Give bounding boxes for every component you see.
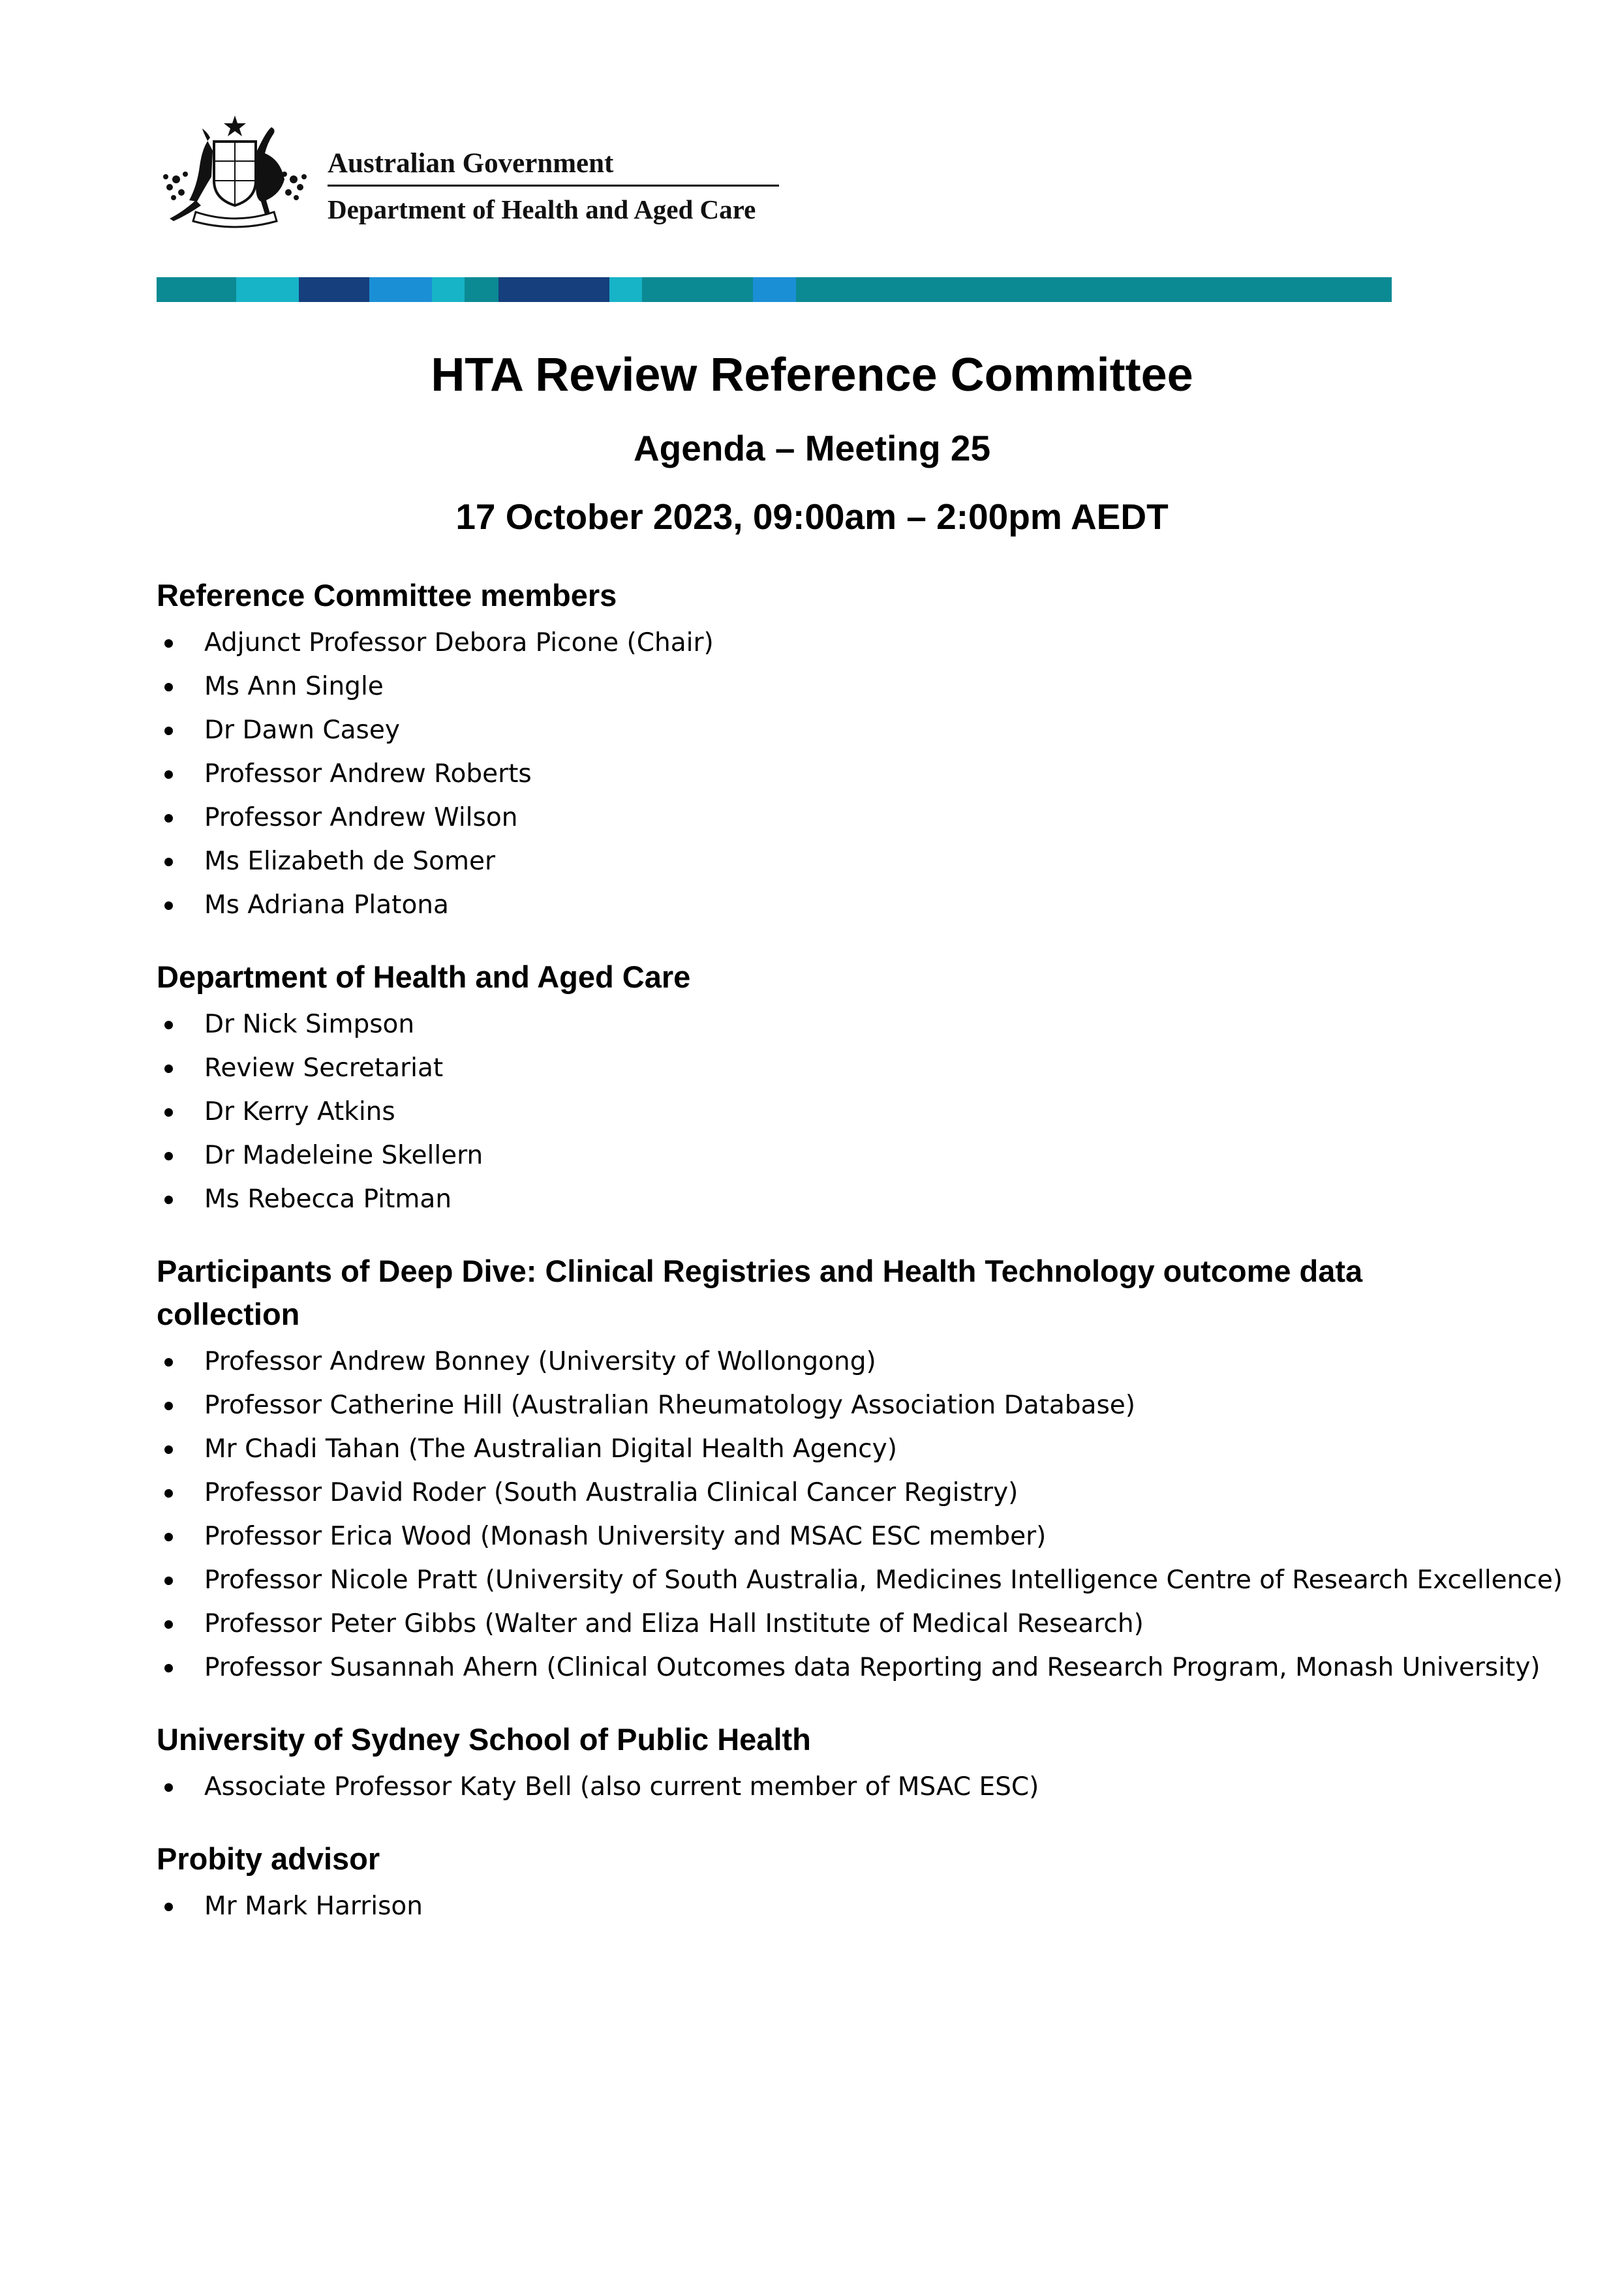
meeting-date: 17 October 2023, 09:00am – 2:00pm AEDT bbox=[455, 496, 1169, 537]
list-item-text: Ms Elizabeth de Somer bbox=[204, 847, 495, 876]
color-bar-segment bbox=[498, 277, 609, 302]
color-bar-segment bbox=[642, 277, 753, 302]
section-heading: Probity advisor bbox=[157, 1841, 380, 1876]
department-name: Department of Health and Aged Care bbox=[328, 194, 756, 224]
bullet-icon bbox=[164, 1065, 173, 1073]
list-item bbox=[157, 1134, 1514, 1177]
list-item bbox=[157, 1646, 1540, 1689]
list-item-text: Dr Dawn Casey bbox=[204, 716, 400, 745]
list-item-text: Ms Rebecca Pitman bbox=[204, 1185, 452, 1214]
agenda-content bbox=[157, 574, 1563, 1957]
list-item-text: Mr Mark Harrison bbox=[204, 1892, 423, 1921]
list-item-text: Professor Susannah Ahern (Clinical Outcomes data Reporting and Research Program, Monash University) bbox=[204, 1653, 1540, 1682]
list-item bbox=[157, 1558, 1563, 1602]
list-item bbox=[157, 1383, 1514, 1427]
color-bar-segment bbox=[753, 277, 796, 302]
bullet-icon bbox=[164, 1903, 173, 1911]
header-divider bbox=[328, 185, 779, 187]
section-heading: Department of Health and Aged Care bbox=[157, 959, 691, 994]
bullet-icon bbox=[164, 770, 173, 779]
attendee-list bbox=[157, 1765, 1514, 1809]
list-item-text: Ms Adriana Platona bbox=[204, 890, 449, 920]
list-item bbox=[157, 665, 1514, 708]
bullet-icon bbox=[164, 814, 173, 823]
list-item bbox=[157, 839, 1514, 883]
section-deep-dive-participants bbox=[157, 1250, 1563, 1689]
section-department bbox=[157, 956, 1514, 1221]
bullet-icon bbox=[164, 1108, 173, 1117]
list-item bbox=[157, 621, 1514, 665]
color-bar-segment bbox=[157, 277, 236, 302]
section-university-sydney bbox=[157, 1718, 1514, 1809]
list-item-text: Professor Andrew Wilson bbox=[204, 803, 518, 832]
list-item-text: Associate Professor Katy Bell (also current member of MSAC ESC) bbox=[204, 1772, 1039, 1802]
bullet-icon bbox=[164, 1664, 173, 1672]
section-heading: Participants of Deep Dive: Clinical Registries and Health Technology outcome data collection bbox=[157, 1254, 1363, 1331]
list-item-text: Review Secretariat bbox=[204, 1053, 444, 1083]
bullet-icon bbox=[164, 858, 173, 866]
list-item-text: Professor Catherine Hill (Australian Rheumatology Association Database) bbox=[204, 1391, 1135, 1420]
list-item bbox=[157, 1090, 1514, 1134]
attendee-list bbox=[157, 1884, 1514, 1928]
list-item bbox=[157, 1046, 1514, 1090]
list-item bbox=[157, 796, 1514, 839]
list-item bbox=[157, 1884, 1514, 1928]
list-item-text: Dr Madeleine Skellern bbox=[204, 1141, 483, 1170]
bullet-icon bbox=[164, 1577, 173, 1585]
bullet-icon bbox=[164, 727, 173, 735]
government-name: Australian Government bbox=[328, 148, 614, 179]
bullet-icon bbox=[164, 1783, 173, 1792]
list-item-text: Ms Ann Single bbox=[204, 672, 384, 701]
list-item-text: Professor David Roder (South Australia Clinical Cancer Registry) bbox=[204, 1478, 1019, 1507]
list-item bbox=[157, 883, 1514, 927]
coat-of-arms-icon bbox=[157, 114, 313, 232]
attendee-list bbox=[157, 1003, 1514, 1221]
list-item-text: Professor Nicole Pratt (University of South Australia, Medicines Intelligence Centre of Research Excellence) bbox=[204, 1565, 1563, 1595]
list-item bbox=[157, 708, 1514, 752]
bullet-icon bbox=[164, 1445, 173, 1454]
list-item-text: Mr Chadi Tahan (The Australian Digital Health Agency) bbox=[204, 1434, 897, 1464]
color-bar-segment bbox=[432, 277, 465, 302]
list-item bbox=[157, 1602, 1514, 1646]
list-item bbox=[157, 1471, 1514, 1515]
color-bar-segment bbox=[369, 277, 432, 302]
list-item bbox=[157, 1515, 1514, 1558]
list-item-text: Professor Peter Gibbs (Walter and Eliza Hall Institute of Medical Research) bbox=[204, 1609, 1144, 1639]
list-item-text: Adjunct Professor Debora Picone (Chair) bbox=[204, 628, 714, 657]
bullet-icon bbox=[164, 1152, 173, 1160]
section-reference-committee bbox=[157, 574, 1514, 927]
list-item bbox=[157, 1003, 1514, 1046]
list-item bbox=[157, 1427, 1514, 1471]
bullet-icon bbox=[164, 683, 173, 691]
decorative-color-bar bbox=[157, 277, 1392, 302]
list-item bbox=[157, 1177, 1514, 1221]
bullet-icon bbox=[164, 1402, 173, 1410]
section-heading: University of Sydney School of Public Health bbox=[157, 1722, 811, 1757]
list-item bbox=[157, 752, 1514, 796]
list-item-text: Dr Kerry Atkins bbox=[204, 1097, 395, 1126]
color-bar-segment bbox=[236, 277, 299, 302]
color-bar-segment bbox=[299, 277, 369, 302]
bullet-icon bbox=[164, 1358, 173, 1367]
list-item-text: Professor Andrew Bonney (University of Wollongong) bbox=[204, 1347, 876, 1376]
attendee-list bbox=[157, 1340, 1563, 1689]
bullet-icon bbox=[164, 1620, 173, 1629]
color-bar-segment bbox=[609, 277, 642, 302]
color-bar-segment bbox=[465, 277, 498, 302]
section-heading: Reference Committee members bbox=[157, 578, 617, 612]
list-item-text: Dr Nick Simpson bbox=[204, 1010, 415, 1039]
list-item bbox=[157, 1340, 1514, 1383]
list-item bbox=[157, 1765, 1514, 1809]
department-header bbox=[157, 114, 783, 232]
bullet-icon bbox=[164, 1196, 173, 1204]
bullet-icon bbox=[164, 1021, 173, 1029]
agenda-subtitle: Agenda – Meeting 25 bbox=[633, 428, 991, 468]
bullet-icon bbox=[164, 1489, 173, 1498]
bullet-icon bbox=[164, 639, 173, 648]
bullet-icon bbox=[164, 1533, 173, 1541]
color-bar-segment bbox=[796, 277, 1392, 302]
list-item-text: Professor Andrew Roberts bbox=[204, 759, 532, 789]
section-probity-advisor bbox=[157, 1837, 1514, 1928]
list-item-text: Professor Erica Wood (Monash University and MSAC ESC member) bbox=[204, 1522, 1047, 1551]
bullet-icon bbox=[164, 901, 173, 910]
attendee-list bbox=[157, 621, 1514, 927]
page-title: HTA Review Reference Committee bbox=[431, 349, 1193, 401]
